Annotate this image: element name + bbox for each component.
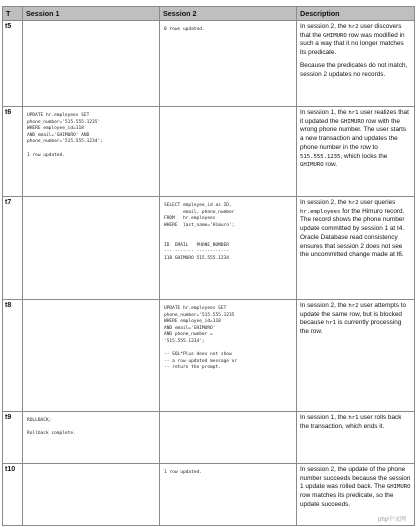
description-text: In session 2, the [300,23,349,30]
time-cell: t6 [3,107,23,197]
time-cell: t5 [3,21,23,107]
table-row [3,21,415,107]
table-row [3,107,415,197]
code-term: GHIMURO [386,484,411,491]
session-2-cell [160,412,297,464]
session-1-cell [23,300,160,412]
session-1-cell [23,21,160,107]
code-term: hr2 [348,200,359,206]
description-text: row was modified in such a way that it no longer matches its predicate. [300,31,405,57]
description-text: user queries [358,199,396,206]
description-paragraph [300,414,411,431]
description-paragraph [300,109,411,170]
table-row [3,464,415,526]
description-cell [297,21,415,107]
code-term: hr1 [348,110,359,116]
description-text: user realizes that it updated the [300,109,409,125]
description-text: row with the wrong phone number. The user starts a new transaction and updates the phone number in the row to [300,117,407,151]
watermark: php中文网 [377,517,406,523]
session-1-cell [23,464,160,526]
description-text: In session 1, the [300,109,349,116]
description-cell [297,197,415,300]
table-row [3,412,415,464]
session-2-cell [160,107,297,197]
description-text: In session 2, the update of the phone number succeeds because the session 1 update was rolled back. The [300,466,411,491]
header-description: Description [297,7,415,21]
description-cell [297,412,415,464]
session-1-cell: UPDATE hr.employees SET phone_number='515.555.1235' WHERE employee_id=118 AND email='GHIMURO' AND phone_number='515.555.1234'; 1 row updated. [23,107,160,197]
time-cell: t7 [3,197,23,300]
description-text: , which locks the [340,152,388,160]
time-cell: t10 [3,464,23,526]
session-2-cell: 0 rows updated. [160,21,297,107]
description-paragraph [300,23,411,58]
transaction-table [2,6,415,526]
code-term: 515.555.1235 [300,153,341,160]
session-1-cell [23,197,160,300]
time-cell: t8 [3,300,23,412]
description-cell [297,107,415,197]
description-text: user discovers that the [300,23,402,39]
description-text: user rolls back the transaction, which ends it. [300,414,402,430]
code-term: hr1 [348,415,359,421]
description-text: row matches its predicate, so the update succeeds. [300,492,394,508]
table-row [3,300,415,412]
session-2-cell: SELECT employee_id as ID, email, phone_number FROM hr.employees WHERE last_name='Himuro'; ID EMAIL PHONE_NUMBER --- ------- ------------ 118 GHIMURO 515.555.1234 [160,197,297,300]
session-2-cell: UPDATE hr.employees SET phone_number='515.555.1235 WHERE employee_id=118 AND email='GHIMURO' AND phone_number = '515.555.1234'; -- SQL*Plus does not show -- a row updated message or -- return the prompt. [160,300,297,412]
description-text: In session 1, the [300,414,349,421]
code-term: hr2 [348,303,359,309]
header-t: T [3,7,23,21]
description-paragraph [300,199,411,260]
code-term: hr.employees [300,208,341,215]
time-cell: t9 [3,412,23,464]
description-text: In session 2, the [300,199,349,206]
table-header-row [3,7,415,21]
description-paragraph [300,62,411,79]
code-term: GHIMURO [300,162,324,169]
code-term: hr2 [348,24,359,30]
code-term: GHIMURO [323,32,347,39]
header-session-2: Session 2 [160,7,297,21]
session-1-cell: ROLLBACK; Rollback complete. [23,412,160,464]
description-text: user attempts to update the same row, but is blocked because [300,302,407,327]
description-paragraph [300,302,411,337]
description-text: row. [323,161,338,169]
code-term: hr1 [325,320,337,327]
code-term: GHIMURO [340,118,365,125]
header-session-1: Session 1 [23,7,160,21]
description-cell [297,300,415,412]
description-text: Because the predicates do not match, session 2 updates no records. [300,61,408,78]
description-text: In session 2, the [300,302,349,309]
description-text: is currently processing the row. [300,319,402,336]
description-text: for the Himuro record. The record shows the phone number update committed by session 1 at t4. Oracle Database read consistency ensures that session 2 does not see the uncommitted change made at t6. [300,207,405,259]
table-row [3,197,415,300]
description-paragraph [300,466,411,510]
session-2-cell: 1 row updated. [160,464,297,526]
